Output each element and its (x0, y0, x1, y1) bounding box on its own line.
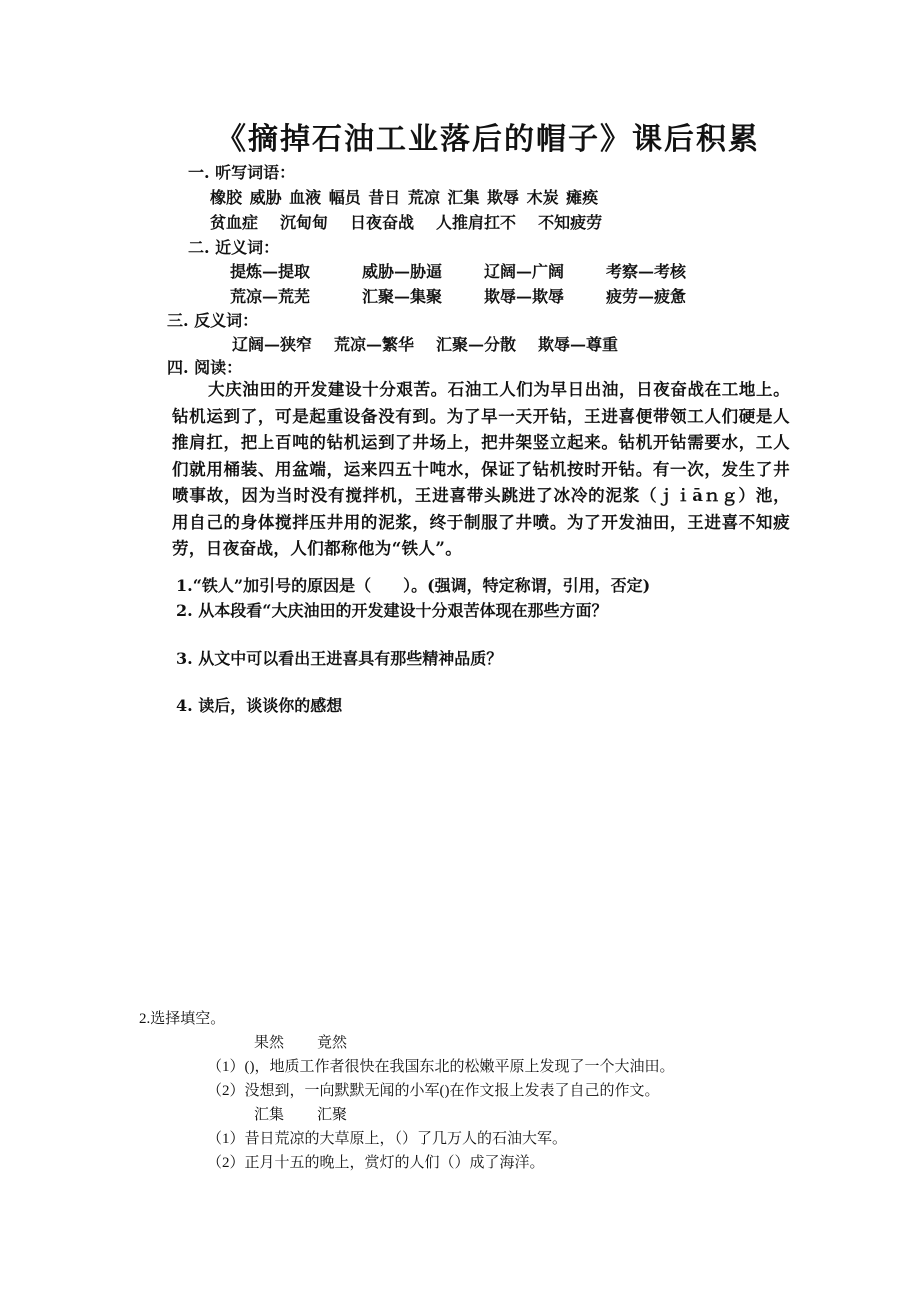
word: 不知疲劳 (538, 213, 603, 232)
dictation-row-1: 橡胶 威胁 血液 幅员 昔日 荒凉 汇集 欺辱 木炭 瘫痪 (210, 188, 599, 207)
antonyms-row-1 (232, 332, 640, 355)
option: 果然 (254, 1035, 285, 1051)
option: 汇聚 (317, 1107, 348, 1123)
exercise2-heading: 2.选择填空。 (139, 1011, 226, 1027)
word: 日夜奋战 (350, 213, 415, 232)
option: 汇集 (254, 1107, 285, 1123)
synonym-pair: 欺辱—欺辱 (484, 287, 565, 306)
synonyms-row-1 (230, 259, 708, 282)
question-4: 4. 读后，谈谈你的感想 (176, 696, 343, 715)
exercise2-item: （1）()，地质工作者很快在我国东北的松嫩平原上发现了一个大油田。 (207, 1059, 675, 1075)
question-2: 2. 从本段看“大庆油田的开发建设十分艰苦体现在那些方面？ (176, 601, 608, 620)
dictation-row-2 (210, 210, 624, 233)
synonym-pair: 提炼—提取 (230, 262, 311, 281)
dictation-heading: 一. 听写词语： (188, 163, 296, 182)
synonym-pair: 威胁—胁逼 (362, 262, 443, 281)
page-title: 《摘掉石油工业落后的帽子》课后积累 (216, 122, 760, 157)
question-1: 1.“铁人”加引号的原因是（ ）。(强调，特定称谓，引用，否定) (176, 576, 651, 595)
antonym-pair: 汇聚—分散 (436, 335, 517, 354)
exercise2-options-1 (254, 1031, 347, 1052)
exercise2-item: （2）没想到，一向默默无闻的小军()在作文报上发表了自己的作文。 (207, 1083, 660, 1099)
synonym-pair: 汇聚—集聚 (362, 287, 443, 306)
word: 贫血症 (210, 213, 259, 232)
synonym-pair: 辽阔—广阔 (484, 262, 565, 281)
antonym-pair: 辽阔—狭窄 (232, 335, 313, 354)
synonym-pair: 考察—考核 (606, 262, 687, 281)
synonyms-row-2 (230, 284, 708, 307)
exercise2-options-2 (254, 1103, 347, 1124)
word: 人推肩扛不 (436, 213, 517, 232)
question-3: 3. 从文中可以看出王进喜具有那些精神品质？ (176, 649, 503, 668)
exercise2-item: （1）昔日荒凉的大草原上，（）了几万人的石油大军。 (207, 1131, 568, 1147)
option: 竟然 (317, 1035, 348, 1051)
exercise2-item: （2）正月十五的晚上，赏灯的人们（）成了海洋。 (207, 1155, 545, 1171)
antonym-pair: 荒凉—繁华 (334, 335, 415, 354)
reading-heading: 四. 阅读： (167, 358, 243, 377)
reading-passage: 大庆油田的开发建设十分艰苦。石油工人们为早日出油，日夜奋战在工地上。钻机运到了，可是起重设备没有到。为了早一天开钻，王进喜便带领工人们硬是人推肩扛，把上百吨的钻机运到了井场上，把井架竖立起来。钻机开钻需要水，工人们就用桶装、用盆端，运来四五十吨水，保证了钻机按时开钻。有一次，发生了井喷事故，因为当时没有搅拌机，王进喜带头跳进了冰冷的泥浆（ｊｉāｎｇ）池，用自己的身体搅拌压井用的泥浆，终于制服了井喷。为了开发油田，王进喜不知疲劳，日夜奋战，人们都称他为“铁人”。 (172, 380, 790, 558)
synonym-pair: 荒凉—荒芜 (230, 287, 311, 306)
antonyms-heading: 三. 反义词： (167, 311, 259, 330)
antonym-pair: 欺辱—尊重 (538, 335, 619, 354)
synonym-pair: 疲劳—疲惫 (606, 287, 687, 306)
word: 沉甸甸 (280, 213, 329, 232)
synonyms-heading: 二. 近义词： (188, 238, 280, 257)
